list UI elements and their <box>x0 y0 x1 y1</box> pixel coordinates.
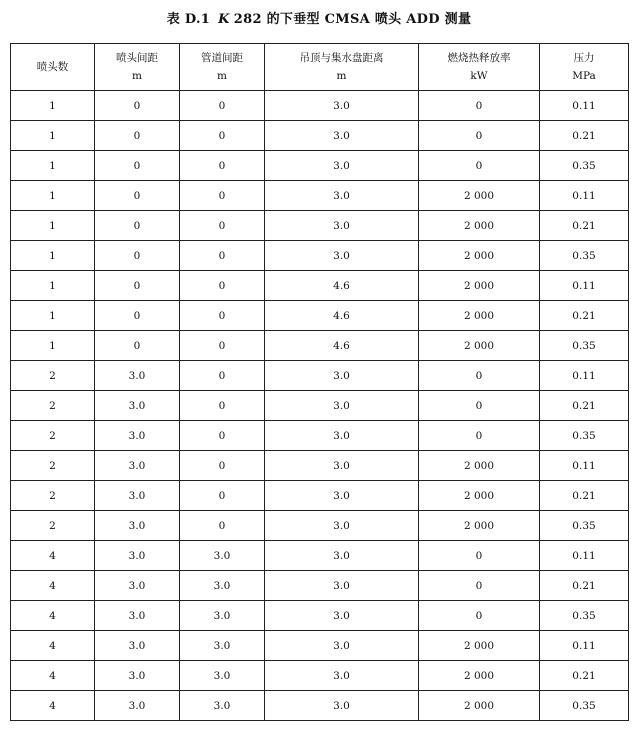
cell-pressure: 0.11 <box>540 271 629 301</box>
cell-ceiling-pan-distance: 3.0 <box>265 601 419 631</box>
cell-heat-release-rate: 2 000 <box>419 481 540 511</box>
cell-sprinkler-spacing: 0 <box>95 331 180 361</box>
cell-heat-release-rate: 2 000 <box>419 511 540 541</box>
cell-ceiling-pan-distance: 3.0 <box>265 121 419 151</box>
cell-sprinkler-spacing: 3.0 <box>95 421 180 451</box>
cell-sprinkler-count: 1 <box>11 331 95 361</box>
cell-pipe-spacing: 0 <box>180 121 265 151</box>
cell-pressure: 0.21 <box>540 661 629 691</box>
cell-pipe-spacing: 3.0 <box>180 691 265 721</box>
cell-pipe-spacing: 0 <box>180 391 265 421</box>
cell-pressure: 0.35 <box>540 511 629 541</box>
header-pressure <box>540 44 629 91</box>
header-label: 管道间距 <box>201 52 243 64</box>
cell-sprinkler-spacing: 0 <box>95 151 180 181</box>
cell-heat-release-rate: 2 000 <box>419 331 540 361</box>
cell-ceiling-pan-distance: 3.0 <box>265 361 419 391</box>
cell-sprinkler-count: 1 <box>11 211 95 241</box>
cell-sprinkler-spacing: 3.0 <box>95 361 180 391</box>
cell-pipe-spacing: 3.0 <box>180 541 265 571</box>
header-label: 燃烧热释放率 <box>447 52 511 64</box>
cell-sprinkler-spacing: 0 <box>95 181 180 211</box>
header-label: 吊顶与集水盘距离 <box>299 52 384 64</box>
cell-ceiling-pan-distance: 3.0 <box>265 211 419 241</box>
cell-heat-release-rate: 0 <box>419 151 540 181</box>
table-row <box>11 331 629 361</box>
cell-pressure: 0.35 <box>540 241 629 271</box>
cell-sprinkler-count: 2 <box>11 511 95 541</box>
table-row <box>11 601 629 631</box>
cell-pressure: 0.11 <box>540 91 629 121</box>
table-row <box>11 541 629 571</box>
cell-sprinkler-spacing: 0 <box>95 211 180 241</box>
cell-heat-release-rate: 0 <box>419 571 540 601</box>
header-heat-release-rate <box>419 44 540 91</box>
cell-sprinkler-count: 4 <box>11 661 95 691</box>
cell-pipe-spacing: 0 <box>180 241 265 271</box>
cell-sprinkler-spacing: 0 <box>95 91 180 121</box>
cell-pipe-spacing: 0 <box>180 421 265 451</box>
cell-ceiling-pan-distance: 3.0 <box>265 391 419 421</box>
cell-sprinkler-count: 1 <box>11 151 95 181</box>
cell-ceiling-pan-distance: 3.0 <box>265 541 419 571</box>
cell-sprinkler-spacing: 3.0 <box>95 571 180 601</box>
table-row <box>11 151 629 181</box>
cell-ceiling-pan-distance: 4.6 <box>265 301 419 331</box>
header-label: 喷头数 <box>36 61 69 73</box>
cell-heat-release-rate: 0 <box>419 421 540 451</box>
cell-ceiling-pan-distance: 3.0 <box>265 571 419 601</box>
table-row <box>11 361 629 391</box>
measurement-table <box>10 43 629 721</box>
header-ceiling-pan-distance <box>265 44 419 91</box>
header-unit: m <box>336 70 347 82</box>
cell-pipe-spacing: 0 <box>180 91 265 121</box>
cell-sprinkler-count: 2 <box>11 391 95 421</box>
cell-ceiling-pan-distance: 3.0 <box>265 661 419 691</box>
cell-sprinkler-spacing: 0 <box>95 271 180 301</box>
cell-pipe-spacing: 0 <box>180 481 265 511</box>
cell-sprinkler-count: 4 <box>11 631 95 661</box>
cell-pressure: 0.21 <box>540 211 629 241</box>
table-title-prefix: 表 D.1 <box>166 12 211 27</box>
cell-ceiling-pan-distance: 3.0 <box>265 181 419 211</box>
cell-ceiling-pan-distance: 3.0 <box>265 151 419 181</box>
cell-heat-release-rate: 2 000 <box>419 691 540 721</box>
cell-pressure: 0.11 <box>540 451 629 481</box>
cell-pipe-spacing: 3.0 <box>180 571 265 601</box>
table-body <box>11 91 629 721</box>
cell-heat-release-rate: 0 <box>419 361 540 391</box>
table-row <box>11 391 629 421</box>
cell-heat-release-rate: 2 000 <box>419 301 540 331</box>
table-row <box>11 241 629 271</box>
cell-sprinkler-count: 1 <box>11 241 95 271</box>
cell-sprinkler-count: 2 <box>11 451 95 481</box>
cell-sprinkler-count: 1 <box>11 91 95 121</box>
cell-sprinkler-count: 1 <box>11 301 95 331</box>
table-title <box>0 8 638 27</box>
cell-sprinkler-count: 4 <box>11 691 95 721</box>
cell-heat-release-rate: 2 000 <box>419 451 540 481</box>
table-row <box>11 451 629 481</box>
table-row <box>11 271 629 301</box>
cell-heat-release-rate: 2 000 <box>419 631 540 661</box>
table-row <box>11 211 629 241</box>
cell-ceiling-pan-distance: 3.0 <box>265 91 419 121</box>
cell-sprinkler-count: 4 <box>11 541 95 571</box>
cell-heat-release-rate: 2 000 <box>419 181 540 211</box>
header-unit: m <box>217 70 227 82</box>
header-label: 喷头间距 <box>116 52 158 64</box>
cell-pressure: 0.35 <box>540 151 629 181</box>
table-row <box>11 511 629 541</box>
cell-sprinkler-spacing: 0 <box>95 121 180 151</box>
table-row <box>11 661 629 691</box>
cell-heat-release-rate: 0 <box>419 121 540 151</box>
table-row <box>11 181 629 211</box>
header-unit: MPa <box>572 70 596 82</box>
cell-sprinkler-spacing: 3.0 <box>95 661 180 691</box>
cell-sprinkler-spacing: 3.0 <box>95 541 180 571</box>
header-pipe-spacing <box>180 44 265 91</box>
cell-pipe-spacing: 0 <box>180 181 265 211</box>
cell-sprinkler-count: 4 <box>11 601 95 631</box>
table-title-k-symbol: K <box>218 12 230 27</box>
cell-pressure: 0.21 <box>540 301 629 331</box>
cell-ceiling-pan-distance: 3.0 <box>265 421 419 451</box>
cell-sprinkler-spacing: 3.0 <box>95 511 180 541</box>
cell-sprinkler-count: 2 <box>11 421 95 451</box>
table-row <box>11 421 629 451</box>
cell-pressure: 0.21 <box>540 121 629 151</box>
cell-pipe-spacing: 0 <box>180 211 265 241</box>
cell-sprinkler-spacing: 3.0 <box>95 691 180 721</box>
table-row <box>11 691 629 721</box>
cell-heat-release-rate: 0 <box>419 91 540 121</box>
cell-sprinkler-spacing: 3.0 <box>95 481 180 511</box>
table-title-text: 282 的下垂型 CMSA 喷头 ADD 测量 <box>233 12 472 27</box>
cell-sprinkler-count: 2 <box>11 361 95 391</box>
table-row <box>11 481 629 511</box>
cell-pressure: 0.35 <box>540 601 629 631</box>
cell-ceiling-pan-distance: 3.0 <box>265 511 419 541</box>
cell-ceiling-pan-distance: 4.6 <box>265 271 419 301</box>
cell-heat-release-rate: 0 <box>419 541 540 571</box>
cell-pressure: 0.21 <box>540 571 629 601</box>
cell-ceiling-pan-distance: 3.0 <box>265 691 419 721</box>
cell-pressure: 0.11 <box>540 181 629 211</box>
cell-sprinkler-count: 1 <box>11 181 95 211</box>
cell-pipe-spacing: 0 <box>180 271 265 301</box>
cell-pressure: 0.11 <box>540 631 629 661</box>
cell-heat-release-rate: 0 <box>419 391 540 421</box>
table-row <box>11 91 629 121</box>
cell-sprinkler-spacing: 0 <box>95 241 180 271</box>
cell-pipe-spacing: 3.0 <box>180 601 265 631</box>
header-label: 压力 <box>573 52 595 64</box>
cell-pipe-spacing: 0 <box>180 301 265 331</box>
header-sprinkler-spacing <box>95 44 180 91</box>
header-unit: m <box>132 70 142 82</box>
cell-sprinkler-spacing: 3.0 <box>95 451 180 481</box>
cell-pressure: 0.11 <box>540 361 629 391</box>
cell-sprinkler-count: 1 <box>11 121 95 151</box>
cell-heat-release-rate: 2 000 <box>419 211 540 241</box>
cell-sprinkler-count: 2 <box>11 481 95 511</box>
cell-heat-release-rate: 0 <box>419 601 540 631</box>
cell-ceiling-pan-distance: 3.0 <box>265 241 419 271</box>
header-sprinkler-count <box>11 44 95 91</box>
cell-ceiling-pan-distance: 3.0 <box>265 451 419 481</box>
table-row <box>11 301 629 331</box>
cell-pipe-spacing: 0 <box>180 511 265 541</box>
cell-sprinkler-count: 1 <box>11 271 95 301</box>
cell-pipe-spacing: 0 <box>180 151 265 181</box>
table-row <box>11 571 629 601</box>
cell-pipe-spacing: 3.0 <box>180 631 265 661</box>
cell-sprinkler-spacing: 0 <box>95 301 180 331</box>
cell-sprinkler-count: 4 <box>11 571 95 601</box>
cell-pressure: 0.21 <box>540 481 629 511</box>
cell-pressure: 0.35 <box>540 421 629 451</box>
header-unit: kW <box>470 70 488 82</box>
cell-ceiling-pan-distance: 3.0 <box>265 631 419 661</box>
table-header-row <box>11 44 629 91</box>
cell-sprinkler-spacing: 3.0 <box>95 601 180 631</box>
cell-pressure: 0.35 <box>540 691 629 721</box>
table-row <box>11 631 629 661</box>
cell-pipe-spacing: 0 <box>180 331 265 361</box>
cell-pressure: 0.35 <box>540 331 629 361</box>
cell-pipe-spacing: 0 <box>180 361 265 391</box>
cell-heat-release-rate: 2 000 <box>419 271 540 301</box>
cell-ceiling-pan-distance: 4.6 <box>265 331 419 361</box>
cell-pipe-spacing: 3.0 <box>180 661 265 691</box>
cell-ceiling-pan-distance: 3.0 <box>265 481 419 511</box>
cell-sprinkler-spacing: 3.0 <box>95 391 180 421</box>
table-row <box>11 121 629 151</box>
cell-pressure: 0.21 <box>540 391 629 421</box>
cell-heat-release-rate: 2 000 <box>419 661 540 691</box>
cell-pressure: 0.11 <box>540 541 629 571</box>
cell-pipe-spacing: 0 <box>180 451 265 481</box>
cell-heat-release-rate: 2 000 <box>419 241 540 271</box>
cell-sprinkler-spacing: 3.0 <box>95 631 180 661</box>
